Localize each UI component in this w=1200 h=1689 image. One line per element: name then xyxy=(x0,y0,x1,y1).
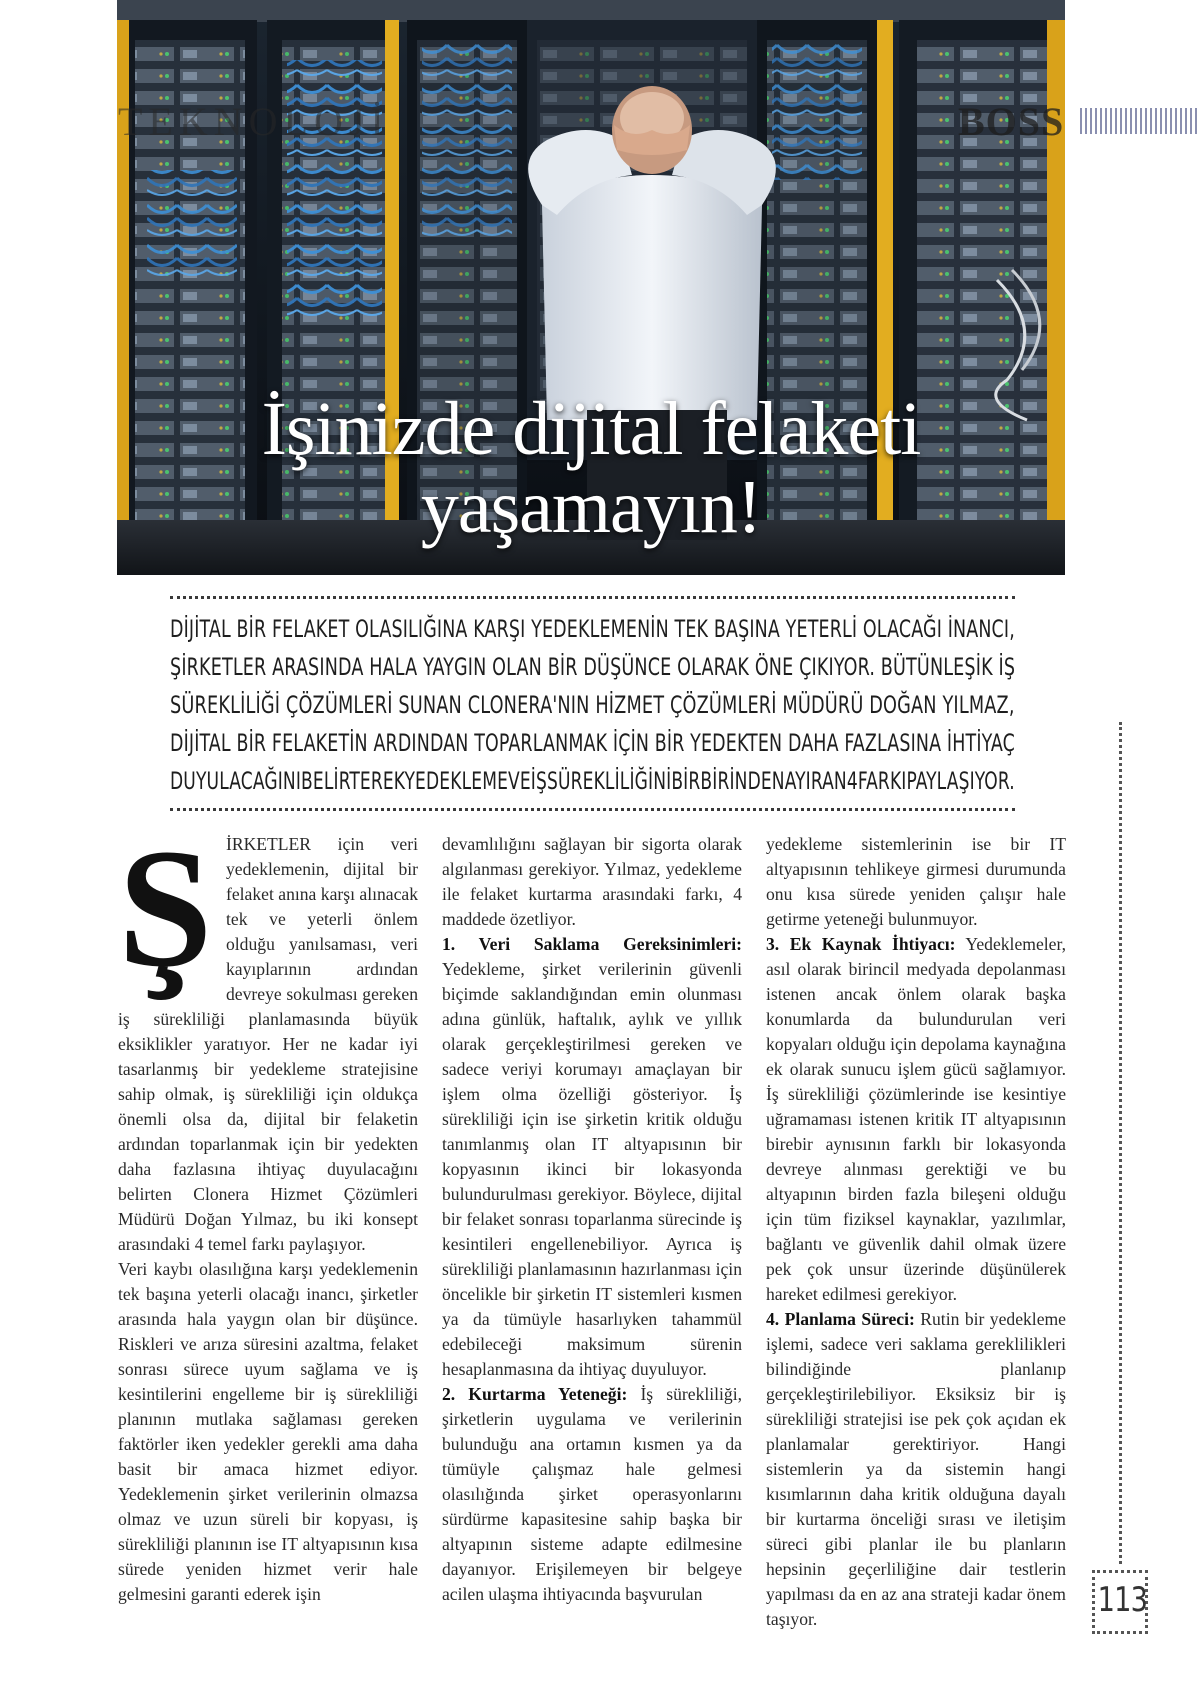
subheading: 2. Kurtarma Yeteneği: xyxy=(442,1384,628,1404)
hero-image xyxy=(117,0,1065,575)
paragraph xyxy=(442,1382,742,1607)
brand-stripes-decoration xyxy=(1080,108,1200,134)
article-column-2 xyxy=(442,832,742,1607)
lead-line: DUYULACAĞINIBELİRTEREKYEDEKLEMEVEİŞSÜREKLİLİĞİNİBİRBİRİNDENAYIRAN4FARKIPAYLAŞIYOR. xyxy=(170,767,1015,795)
paragraph-text: Rutin bir yedekleme işlemi, sadece veri saklama gereklilikleri bilindiğinde planlanıp gerçekleştirilebiliyor. Eksiksiz bir iş sürekliliği stratejisi ise pek çok açıdan ek planlamalar gerektiriyor. Hangi sistemlerin ya da sistemin hangi kısımlarının daha kritik olduğuna dayalı bir kurtarma önceliği sırası ve iletişim süreci gibi planlar ile bu planların hepsinin geçerliliğine dair testlerin yapılması da en az ana strateji kadar önem taşıyor. xyxy=(766,1309,1066,1629)
lead-paragraph xyxy=(170,610,1015,800)
lead-line: ŞİRKETLER ARASINDA HALA YAYGIN OLAN BİR DÜŞÜNCE OLARAK ÖNE ÇIKIYOR. BÜTÜNLEŞİK İŞ xyxy=(170,653,1016,681)
article-column-3 xyxy=(766,832,1066,1632)
paragraph-text: İş sürekliliği, şirketlerin uygulama ve verilerinin bulunduğu ana ortamın kısmen ya da tümüyle çalışmaz hale gelmesi olasılığında şirket operasyonlarını sürdürme kapasitesine sahip başka bir altyapının sisteme adapte edilmesine dayanıyor. Erişilemeyen bir belgeye acilen ulaşma ihtiyacında başvurulan xyxy=(442,1384,742,1604)
title-line-2: yaşamayın! xyxy=(420,465,762,549)
lead-line: DİJİTAL BİR FELAKET OLASILIĞINA KARŞI YEDEKLEMENİN TEK BAŞINA YETERLİ OLACAĞI İNANCI, xyxy=(170,615,1015,643)
article-title xyxy=(117,387,1065,549)
paragraph-text: Yedeklemeler, asıl olarak birincil medyada depolanması istenen ancak önlem olarak başka konumlarda da bulundurulan veri kopyaları olduğu için depolama kaynağına ek olarak sunucu işlem gücü sağlamıyor. İş sürekliliği çözümlerinde ise kesintiye uğramaması istenen kritik IT altyapısının birebir aynısının farklı bir lokasyonda devreye alınması gerektiği ve bu altyapının birden fazla bileşeni olduğu için tüm fiziksel kaynaklar, yazılımlar, bağlantı ve güvenlik dahil olmak üzere pek çok unsur üzerinde düşünülerek hareket edilmesi gerekiyor. xyxy=(766,934,1066,1304)
article-column-1 xyxy=(118,814,418,1607)
paragraph: Veri kaybı olasılığına karşı yedeklemenin tek başına yeterli olacağı inancı, şirketler arasında hala yaygın olan bir düşünce. Riskleri ve arıza süresini azaltma, felaket sonrası sürece uyum sağlama ve iş kesintilerini engelleme bir iş sürekliliği planının mutlaka sağlaması gereken faktörler iken yedekler gerekli ama daha basit bir amaca hizmet ediyor. Yedeklemenin şirket verilerinin olmazsa olmaz ve uzun süreli bir kopyası, iş sürekliliği planının ise IT altyapısının kısa sürede yeniden hizmet verir hale gelmesini garanti ederek işin xyxy=(118,1259,418,1604)
margin-dotted-rule xyxy=(1119,722,1122,1564)
lead-top-rule xyxy=(170,596,1015,599)
lead-line: SÜREKLİLİĞİ ÇÖZÜMLERİ SUNAN CLONERA'NIN HİZMET ÇÖZÜMLERİ MÜDÜRÜ DOĞAN YILMAZ, xyxy=(170,691,1015,719)
paragraph-text: Yedekleme, şirket verilerinin güvenli biçimde saklandığından emin olunması adına günlük, haftalık, aylık ve yıllık olarak gerçekleştirilmesi gereken ve sadece veriyi korumayı amaçlayan bir işlem olma özelliği gösteriyor. İş sürekliliği için ise şirketin kritik olduğu tanımlanmış olan IT altyapısının bir kopyasının ikinci bir lokasyonda bulundurulması gerekiyor. Böylece, dijital bir felaket sonrası toparlanma sürecinde iş kesintileri engellenebiliyor. Ayrıca iş sürekliliği planlamasının hazırlanması için öncelikle bir şirketin IT sistemleri kısmen ya da tümüyle hasarlıyken tahammül edebileceği maksimum sürenin hesaplanmasına da ihtiyaç duyuluyor. xyxy=(442,959,742,1379)
paragraph xyxy=(766,932,1066,1307)
paragraph: yedekleme sistemlerinin ise bir IT altyapısının tehlikeye girmesi durumunda onu kısa sürede yeniden çalışır hale getirme yeteneği bulunmuyor. xyxy=(766,834,1066,929)
subheading: 4. Planlama Süreci: xyxy=(766,1309,915,1329)
paragraph: İRKETLER için veri yedeklemenin, dijital bir felaket anına karşı alınacak tek ve yeterli önlem olduğu yanılsaması, veri kayıplarının ardından devreye sokulması gereken iş sürekliliği planlamasında büyük eksiklikler yaratıyor. Her ne kadar iyi tasarlanmış bir yedekleme stratejisine sahip olmak, iş sürekliliği için oldukça önemli olsa da, dijital bir felaketin ardından toparlanmak için bir yedekten daha fazlasına ihtiyaç duyulacağını belirten Clonera Hizmet Çözümleri Müdürü Doğan Yılmaz, bu iki konsept arasındaki 4 temel farkı paylaşıyor. xyxy=(118,834,418,1254)
page-number: 113 xyxy=(1097,1580,1148,1620)
section-tag: TEKNOLOJİ xyxy=(118,99,390,144)
drop-cap: Ş xyxy=(118,814,213,1002)
paragraph: devamlılığını sağlayan bir sigorta olarak algılanması gerekiyor. Yılmaz, yedekleme ile felaket kurtarma arasındaki farkı, 4 maddede özetliyor. xyxy=(442,834,742,929)
lead-line: DİJİTAL BİR FELAKETİN ARDINDAN TOPARLANMAK İÇİN BİR YEDEKTEN DAHA FAZLASINA İHTİYAÇ xyxy=(170,729,1016,757)
lead-bottom-rule xyxy=(170,808,1015,811)
paragraph xyxy=(766,1307,1066,1632)
brand-logo: BOSS xyxy=(958,99,1065,144)
paragraph xyxy=(442,932,742,1382)
title-line-1: İşinizde dijital felaketi xyxy=(261,387,921,471)
subheading: 3. Ek Kaynak İhtiyacı: xyxy=(766,934,956,954)
subheading: 1. Veri Saklama Gereksinimleri: xyxy=(442,934,742,954)
